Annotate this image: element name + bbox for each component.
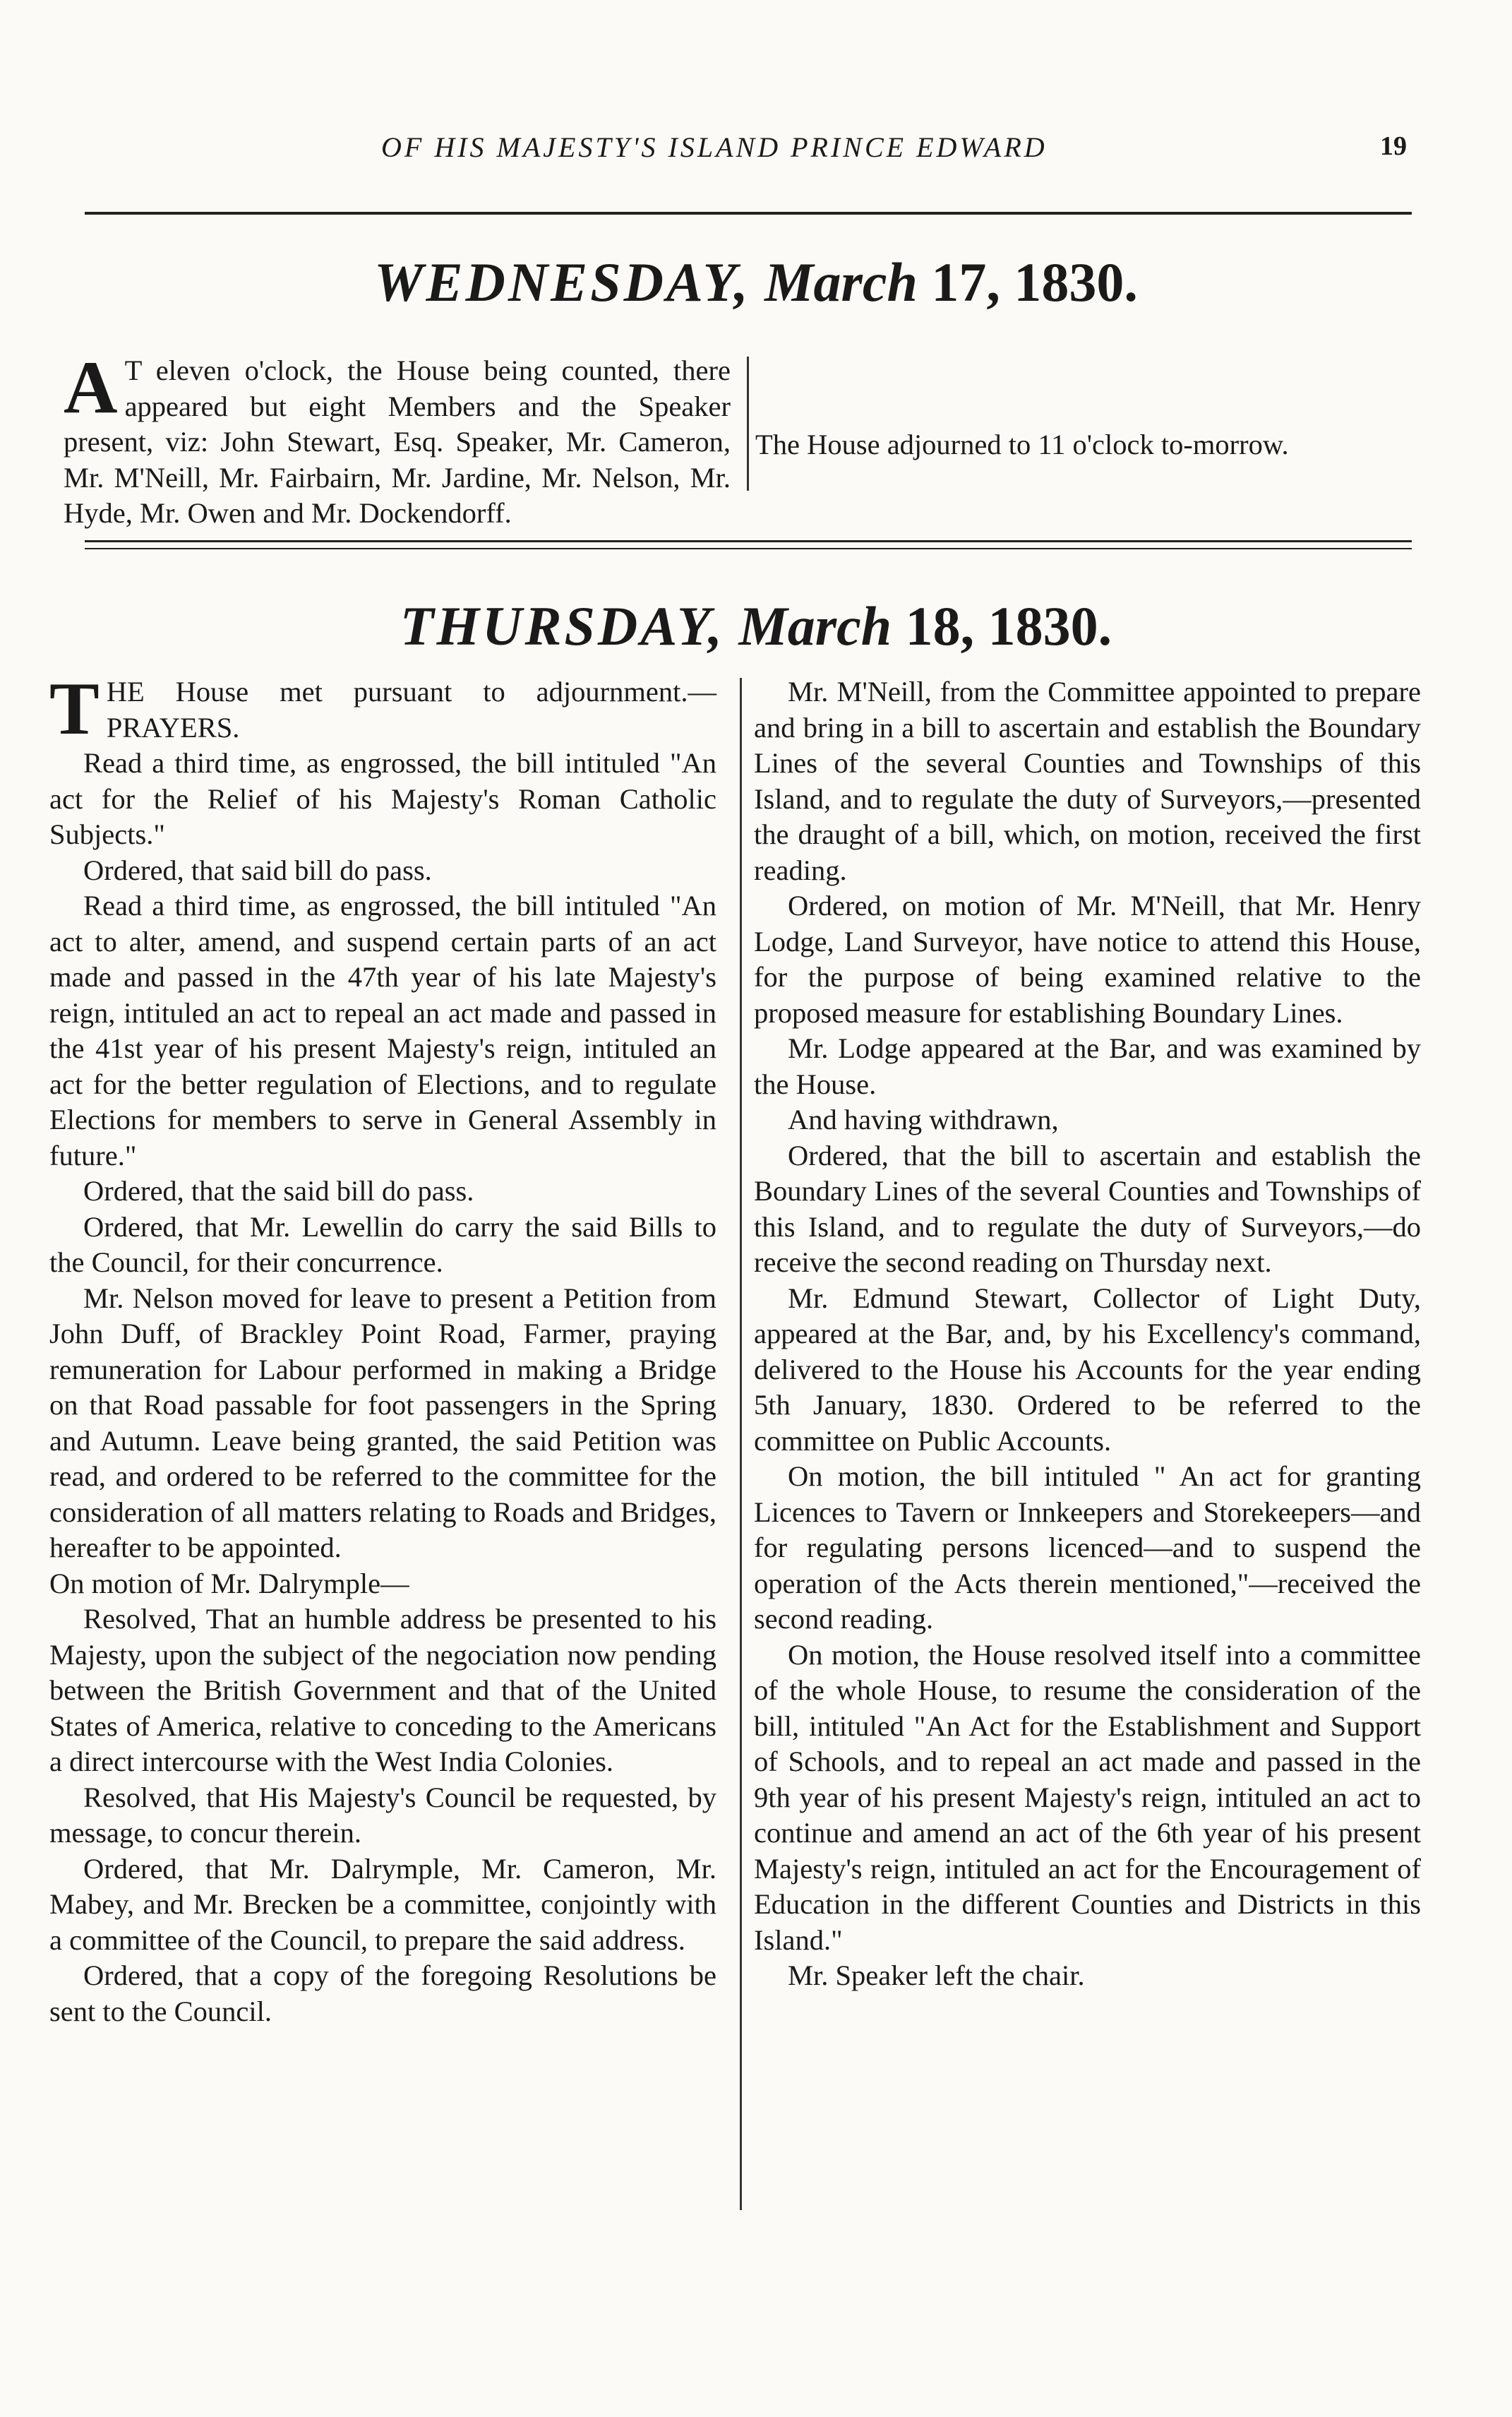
wednesday-right-column xyxy=(755,427,1419,463)
thursday-right-paragraph: Mr. Edmund Stewart, Collector of Light Duty, appeared at the Bar, and, by his Excellency's command, delivered to the House his Accounts for the year ending 5th January, 1830. Ordered to be referred to the committee on Public Accounts. xyxy=(754,1282,1421,1457)
thursday-right-paragraph: On motion, the bill intituled " An act for granting Licences to Tavern or Innkeepers and Storekeepers—and for regulating persons licenced—and to suspend the operation of the Acts therein mentioned,"—received the second reading. xyxy=(754,1460,1421,1635)
wednesday-date: 17, 1830. xyxy=(931,251,1138,313)
thursday-left-paragraph: On motion of Mr. Dalrymple— xyxy=(49,1567,409,1599)
thursday-right-paragraph: Ordered, that the bill to ascertain and establish the Boundary Lines of the several Counties and Townships of this Island, and to regulate the duty of Surveyors,—do receive the second reading on Thursday next. xyxy=(754,1139,1421,1278)
wednesday-month: March xyxy=(764,251,918,313)
thursday-right-paragraph: And having withdrawn, xyxy=(788,1104,1059,1135)
section-rule xyxy=(85,540,1412,549)
wednesday-column-divider xyxy=(747,357,749,491)
running-head xyxy=(0,131,1512,173)
wednesday-left-column xyxy=(64,346,731,532)
thursday-date: 18, 1830. xyxy=(905,595,1112,657)
wednesday-paragraph-text: T eleven o'clock, the House being counted, there appeared but eight Members and the Speaker present, viz: John Stewart, Esq. Speaker, Mr. Cameron, Mr. M'Neill, Mr. Fairbairn, Mr. Jardine, Mr. Nelson, Mr. Hyde, Mr. Owen and Mr. Dockendorff. xyxy=(64,354,731,529)
thursday-left-paragraph: Mr. Nelson moved for leave to present a Petition from John Duff, of Brackley Point Road, Farmer, praying remuneration for Labour performed in making a Bridge on that Road passable for foot passengers in the Spring and Autumn. Leave being granted, the said Petition was read, and ordered to be referred to the committee for the consideration of all matters relating to Roads and Bridges, hereafter to be appointed. xyxy=(49,1282,716,1563)
thursday-left-paragraph-text: HE House met pursuant to adjournment.—PRAYERS. xyxy=(106,676,716,744)
thursday-left-paragraph: Read a third time, as engrossed, the bill intituled "An act for the Relief of his Majesty's Roman Catholic Subjects." xyxy=(49,747,716,850)
thursday-left-paragraph: Read a third time, as engrossed, the bill intituled "An act to alter, amend, and suspend certain parts of an act made and passed in the 47th year of his late Majesty's reign, intituled an act to repeal an act made and passed in the 41st year of his present Majesty's reign, intituled an act for the better regulation of Elections, and to regulate Elections for members to serve in General Assembly in future." xyxy=(49,890,716,1171)
thursday-left-paragraph: Ordered, that Mr. Lewellin do carry the said Bills to the Council, for their concurrence. xyxy=(49,1210,716,1278)
thursday-right-paragraph: Mr. Lodge appeared at the Bar, and was examined by the House. xyxy=(754,1032,1421,1100)
page-number: 19 xyxy=(1380,131,1407,161)
thursday-left-column xyxy=(49,667,716,2029)
thursday-left-paragraph: Resolved, that His Majesty's Council be requested, by message, to concur therein. xyxy=(49,1781,716,1849)
thursday-right-paragraph: Ordered, on motion of Mr. M'Neill, that Mr. Henry Lodge, Land Surveyor, have notice to attend this House, for the purpose of being examined relative to the proposed measure for establishing Boundary Lines. xyxy=(754,890,1421,1029)
thursday-left-paragraph: Ordered, that said bill do pass. xyxy=(83,854,432,886)
wednesday-heading xyxy=(0,251,1512,314)
thursday-column-divider xyxy=(740,678,742,2210)
thursday-left-paragraph: Ordered, that the said bill do pass. xyxy=(83,1175,474,1207)
thursday-left-paragraph: Ordered, that a copy of the foregoing Resolutions be sent to the Council. xyxy=(49,1959,716,2027)
thursday-month: March xyxy=(738,595,892,657)
wednesday-adjourned: The House adjourned to 11 o'clock to-morrow. xyxy=(755,429,1289,460)
thursday-right-column xyxy=(754,674,1421,1994)
wednesday-day: WEDNESDAY, xyxy=(374,251,751,313)
wednesday-dropcap: A xyxy=(64,346,118,429)
thursday-left-paragraph: Ordered, that Mr. Dalrymple, Mr. Cameron, Mr. Mabey, and Mr. Brecken be a committee, conjointly with a committee of the Council, to prepare the said address. xyxy=(49,1852,716,1956)
thursday-dropcap: T xyxy=(49,667,100,750)
thursday-left-paragraph: Resolved, That an humble address be presented to his Majesty, upon the subject of the negociation now pending between the British Government and that of the United States of America, relative to conceding to the Americans a direct intercourse with the West India Colonies. xyxy=(49,1603,716,1777)
thursday-left-paragraph xyxy=(49,667,716,750)
thursday-day: THURSDAY, xyxy=(400,595,725,657)
header-rule xyxy=(85,212,1412,215)
wednesday-paragraph xyxy=(64,346,731,532)
running-title: OF HIS MAJESTY'S ISLAND PRINCE EDWARD xyxy=(381,131,1048,163)
thursday-right-paragraph: On motion, the House resolved itself into a committee of the whole House, to resume the consideration of the bill, intituled "An Act for the Establishment and Support of Schools, and to repeal an act made and passed in the 9th year of his present Majesty's reign, intituled an act to continue and amend an act of the 6th year of his present Majesty's reign, intituled an act for the Encouragement of Education in the different Counties and Districts in this Island." xyxy=(754,1638,1421,1956)
thursday-heading xyxy=(0,595,1512,658)
thursday-right-paragraph: Mr. M'Neill, from the Committee appointed to prepare and bring in a bill to ascertain and establish the Boundary Lines of the several Counties and Townships of this Island, and to regulate the duty of Surveyors,—presented the draught of a bill, which, on motion, received the first reading. xyxy=(754,676,1421,886)
thursday-right-paragraph: Mr. Speaker left the chair. xyxy=(788,1959,1085,1991)
